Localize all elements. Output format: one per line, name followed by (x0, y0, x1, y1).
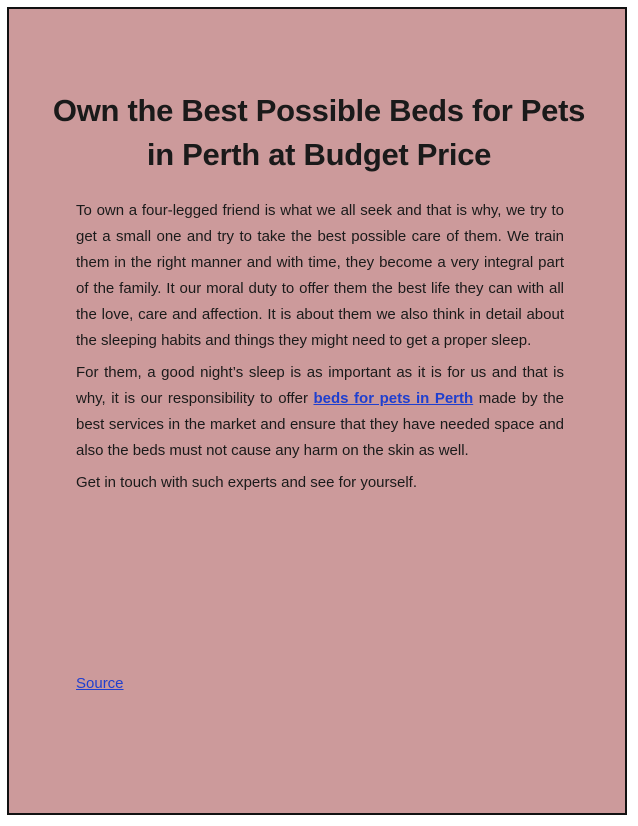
beds-for-pets-link[interactable]: beds for pets in Perth (313, 390, 474, 407)
document-page (7, 7, 627, 815)
source-link[interactable]: Source (76, 675, 124, 692)
paragraph-sleep-text-before: For them, a good night’s sleep is as important as it is for us and that is why, it is our responsibility to offer (76, 364, 564, 407)
paragraph-intro: To own a four-legged friend is what we all seek and that is why, we try to get a small one and try to take the best possible care of them. We train them in the right manner and with time, they become a very integral part of the family. It our moral duty to offer them the best life they can with all the love, care and affection. It is about them we also think in detail about the sleeping habits and things they might need to get a proper sleep. (76, 202, 564, 349)
document-body (76, 198, 564, 502)
paragraph-sleep (76, 360, 564, 464)
document-title: Own the Best Possible Beds for Pets in Perth at Budget Price (52, 93, 586, 172)
paragraph-contact: Get in touch with such experts and see for yourself. (76, 474, 418, 491)
paragraph-sleep-text-after: made by the best services in the market and ensure that they have needed space and also the beds must not cause any harm on the skin as well. (76, 390, 565, 459)
